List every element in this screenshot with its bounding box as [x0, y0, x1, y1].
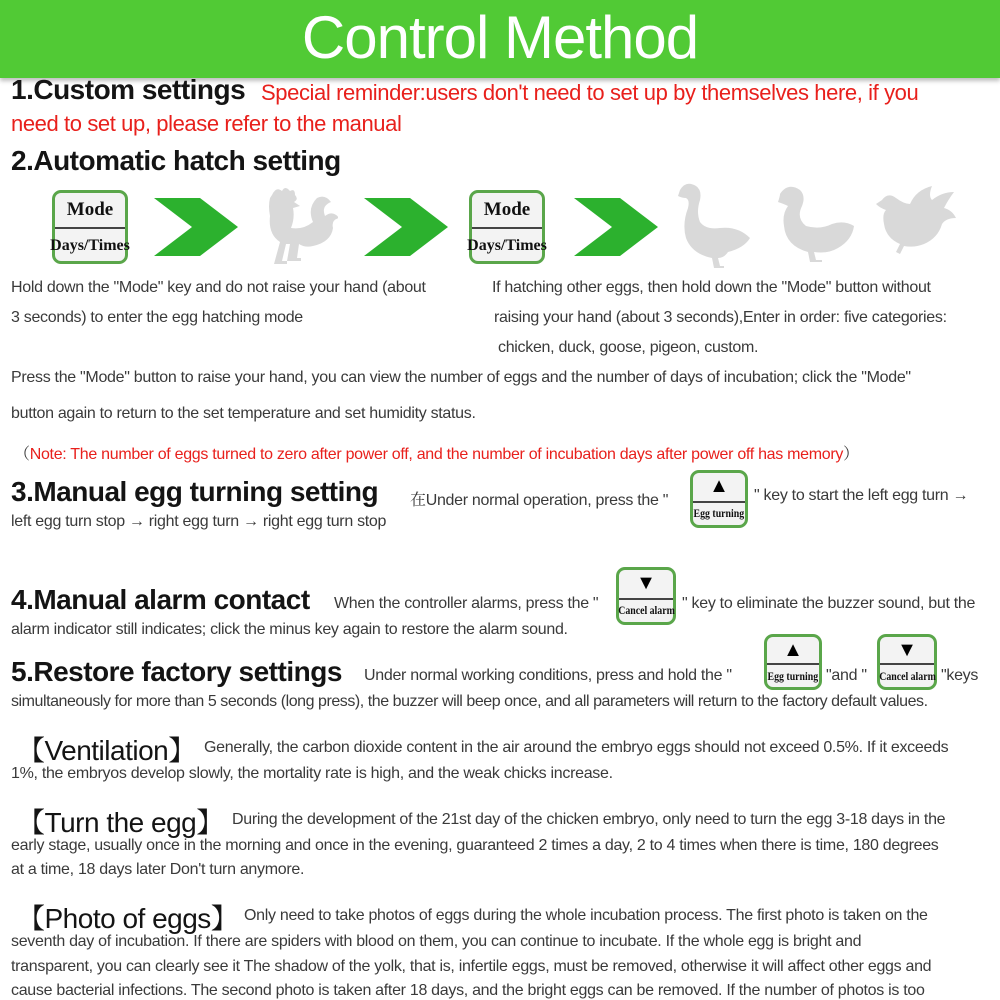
up-triangle-icon: ▲ [767, 637, 819, 665]
section2-right-text-line3: chicken, duck, goose, pigeon, custom. [498, 339, 759, 356]
title-banner [0, 0, 1000, 78]
ventilation-title: 【Ventilation】 [17, 735, 196, 766]
green-arrow-icon [150, 196, 240, 258]
cancel-alarm-key [616, 567, 676, 625]
section2-right-text-line1: If hatching other eggs, then hold down the "Mode" button without [492, 279, 931, 296]
down-triangle-icon: ▼ [880, 637, 934, 665]
section3-text-line2: left egg turn stop → right egg turn → right egg turn stop [11, 513, 387, 530]
section5-text-part2: "and " [826, 667, 867, 684]
section2-heading: 2.Automatic hatch setting [11, 145, 341, 176]
photo-eggs-title: 【Photo of eggs】 [17, 903, 239, 934]
egg-turning-key [690, 470, 748, 528]
ventilation-text-line2: 1%, the embryos develop slowly, the mortality rate is high, and the weak chicks increase. [11, 765, 613, 782]
cancel-alarm-key [877, 634, 937, 690]
photo-eggs-text-line2: seventh day of incubation. If there are spiders with blood on them, you can continue to incubate. If the whole egg is bright and [11, 933, 862, 950]
mode-key-top-label: Mode [472, 193, 542, 229]
section2-right-text-line2: raising your hand (about 3 seconds),Enter in order: five categories: [494, 309, 947, 326]
note-open: （ [14, 446, 30, 463]
green-arrow-icon [570, 196, 660, 258]
egg-turning-key [764, 634, 822, 690]
section5-text-part1: Under normal working conditions, press and hold the " [364, 667, 732, 684]
turn-egg-text-line2: early stage, usually once in the morning and once in the evening, guaranteed 2 times a day, 2 to 4 times when there is time, 180 degrees [11, 837, 939, 854]
photo-eggs-text-line1: Only need to take photos of eggs during the whole incubation process. The first photo is taken on the [244, 907, 928, 924]
turn-egg-text-line1: During the development of the 21st day of the chicken embryo, only need to turn the egg 3-18 days in the [232, 811, 946, 828]
section4-heading: 4.Manual alarm contact [11, 584, 310, 615]
section1-reminder-line1: Special reminder:users don't need to set up by themselves here, if you [261, 80, 919, 105]
green-arrow-icon [360, 196, 450, 258]
section5-heading: 5.Restore factory settings [11, 656, 342, 687]
mode-key-bottom-label: Days/Times [467, 237, 547, 254]
mode-key-top-label: Mode [55, 193, 125, 229]
section3-heading: 3.Manual egg turning setting [11, 476, 379, 507]
section3-text-part1: 在Under normal operation, press the " [410, 492, 669, 509]
pigeon-icon [874, 182, 958, 258]
photo-eggs-text-line3: transparent, you can clearly see it The shadow of the yolk, that is, infertile eggs, must be removed, otherwise it will affect other eggs and [11, 958, 932, 975]
rooster-icon [258, 183, 338, 268]
section2-view-line2: button again to return to the set temperature and set humidity status. [11, 405, 476, 422]
mode-key-icon [469, 190, 545, 264]
cancel-alarm-key-label: Cancel alarm [878, 668, 936, 683]
egg-turning-key-label: Egg turning [693, 506, 745, 521]
ventilation-text-line1: Generally, the carbon dioxide content in the air around the embryo eggs should not exceed 0.5%. If it exceeds [204, 739, 949, 756]
section5-text-line2: simultaneously for more than 5 seconds (long press), the buzzer will beep once, and all parameters will return to the factory default values. [11, 693, 928, 710]
mode-key-bottom-label: Days/Times [50, 237, 130, 254]
turn-egg-title: 【Turn the egg】 [17, 807, 224, 838]
up-triangle-icon: ▲ [693, 473, 745, 503]
photo-eggs-text-line4: cause bacterial infections. The second photo is taken after 18 days, and the bright eggs can be removed. If the number of photos is too [11, 982, 925, 999]
page-title: Control Method [301, 4, 699, 71]
section4-text-part2: " key to eliminate the buzzer sound, but the [682, 595, 976, 612]
section2-left-text-line1: Hold down the "Mode" key and do not raise your hand (about [11, 279, 426, 296]
section2-left-text-line2: 3 seconds) to enter the egg hatching mode [11, 309, 303, 326]
cancel-alarm-key-label: Cancel alarm [617, 603, 675, 618]
down-triangle-icon: ▼ [619, 570, 673, 600]
section2-note [14, 441, 859, 464]
duck-icon [772, 182, 858, 266]
section4-text-line2: alarm indicator still indicates; click the minus key again to restore the alarm sound. [11, 621, 568, 638]
section1-heading: 1.Custom settings [11, 74, 246, 105]
section4-text-part1: When the controller alarms, press the " [334, 595, 599, 612]
egg-turning-key-label: Egg turning [767, 668, 819, 683]
note-text: Note: The number of eggs turned to zero after power off, and the number of incubation days after power off has memory [29, 446, 844, 463]
section2-view-line1: Press the "Mode" button to raise your hand, you can view the number of eggs and the number of days of incubation; click the "Mode" [11, 369, 911, 386]
section5-text-part3: "keys [941, 667, 979, 684]
goose-icon [676, 180, 756, 268]
section3-text-part2: " key to start the left egg turn → [754, 487, 969, 504]
section1-reminder-line2: need to set up, please refer to the manual [11, 111, 402, 136]
mode-key-icon [52, 190, 128, 264]
note-close: ） [843, 446, 859, 463]
turn-egg-text-line3: at a time, 18 days later Don't turn anymore. [11, 861, 305, 878]
